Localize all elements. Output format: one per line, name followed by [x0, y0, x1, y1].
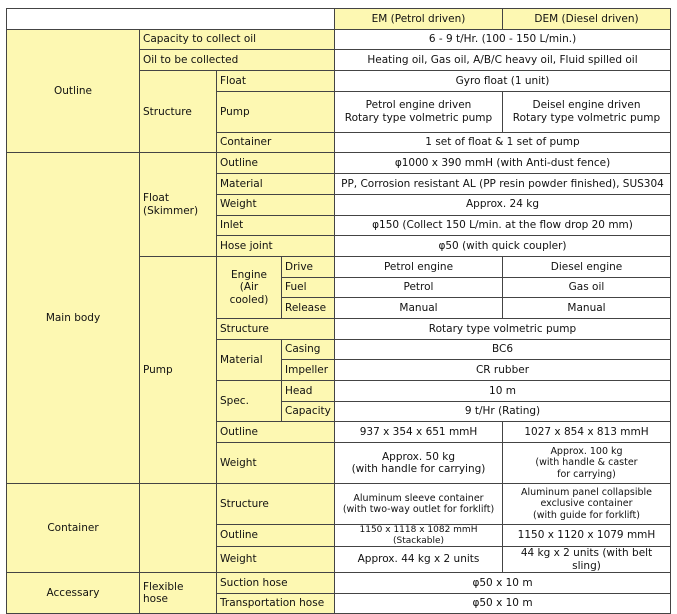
- section-accessary: Accessary: [7, 573, 140, 614]
- label-engine: [217, 256, 282, 318]
- text-line: (with handle for carrying): [351, 463, 486, 476]
- table-row: [7, 573, 671, 594]
- text-line: Deisel engine driven: [532, 99, 641, 112]
- value-container-structure-em: [335, 484, 503, 525]
- value-fuel-dem: Gas oil: [503, 277, 671, 298]
- label-pump-weight: Weight: [217, 443, 335, 484]
- table-row: [7, 153, 671, 174]
- label-impeller: Impeller: [282, 360, 335, 381]
- value-pump-outline-em: 937 x 354 x 651 mmH: [335, 422, 503, 443]
- label-float-outline: Outline: [217, 153, 335, 174]
- text-line: Float: [143, 192, 169, 205]
- value-container-outline-dem: 1150 x 1120 x 1079 mmH: [503, 525, 671, 547]
- label-transport-hose: Transportation hose: [217, 593, 335, 614]
- label-oil: Oil to be collected: [140, 50, 335, 71]
- value-drive-em: Petrol engine: [335, 256, 503, 277]
- value-fuel-em: Petrol: [335, 277, 503, 298]
- value-pump-outline-dem: 1027 x 854 x 813 mmH: [503, 422, 671, 443]
- value-oil: Heating oil, Gas oil, A/B/C heavy oil, Fluid spilled oil: [335, 50, 671, 71]
- text-line: Approx. 50 kg: [381, 450, 456, 463]
- label-float-hose: Hose joint: [217, 236, 335, 257]
- label-drive: Drive: [282, 256, 335, 277]
- value-transport-hose: φ50 x 10 m: [335, 593, 671, 614]
- label-container-weight: Weight: [217, 547, 335, 573]
- value-outline-pump-em: [335, 91, 503, 132]
- label-fuel: Fuel: [282, 277, 335, 298]
- value-pump-weight-dem: [503, 443, 671, 484]
- text-line: Approx. 100 kg: [550, 446, 623, 458]
- value-outline-container: 1 set of float & 1 set of pump: [335, 132, 671, 153]
- blank-corner-cell: [7, 9, 335, 30]
- value-release-dem: Manual: [503, 298, 671, 319]
- section-main-body: Main body: [7, 153, 140, 484]
- value-pump-capacity: 9 t/Hr (Rating): [335, 401, 671, 422]
- table-row: [7, 9, 671, 30]
- text-line: Rotary type volmetric pump: [344, 111, 493, 124]
- header-dem: DEM (Diesel driven): [503, 9, 671, 30]
- value-outline-float: Gyro float (1 unit): [335, 71, 671, 92]
- label-outline-container: Container: [217, 132, 335, 153]
- value-casing: BC6: [335, 339, 671, 360]
- text-line: (Skimmer): [143, 204, 199, 217]
- text-line: hose: [143, 593, 169, 606]
- header-em: EM (Petrol driven): [335, 9, 503, 30]
- text-line: Aluminum sleeve container: [353, 492, 484, 504]
- value-float-material: PP, Corrosion resistant AL (PP resin powder finished), SUS304: [335, 174, 671, 195]
- value-container-outline-em: 1150 x 1118 x 1082 mmH (Stackable): [335, 525, 503, 547]
- text-line: Rotary type volmetric pump: [512, 111, 661, 124]
- value-release-em: Manual: [335, 298, 503, 319]
- text-line: exclusive container: [540, 498, 633, 510]
- label-float-material: Material: [217, 174, 335, 195]
- label-pump-capacity: Capacity: [282, 401, 335, 422]
- label-pump-outline: Outline: [217, 422, 335, 443]
- label-head: Head: [282, 381, 335, 402]
- text-line: Petrol engine driven: [365, 99, 472, 112]
- section-outline: Outline: [7, 29, 140, 153]
- text-line: for carrying): [557, 468, 616, 480]
- value-head: 10 m: [335, 381, 671, 402]
- label-capacity: Capacity to collect oil: [140, 29, 335, 50]
- value-container-weight-dem: 44 kg x 2 units (with belt sling): [503, 547, 671, 573]
- value-suction-hose: φ50 x 10 m: [335, 573, 671, 594]
- label-outline-structure: Structure: [140, 71, 217, 153]
- label-outline-pump: Pump: [217, 91, 335, 132]
- value-float-weight: Approx. 24 kg: [335, 194, 671, 215]
- value-pump-structure: Rotary type volmetric pump: [335, 318, 671, 339]
- text-line: Engine: [231, 268, 267, 281]
- label-container-structure: Structure: [217, 484, 335, 525]
- text-line: (with handle & caster: [535, 457, 638, 469]
- label-suction-hose: Suction hose: [217, 573, 335, 594]
- group-float: [140, 153, 217, 256]
- section-container: Container: [7, 484, 140, 573]
- label-float-inlet: Inlet: [217, 215, 335, 236]
- container-blank: [140, 484, 217, 573]
- label-container-outline: Outline: [217, 525, 335, 547]
- value-drive-dem: Diesel engine: [503, 256, 671, 277]
- table-row: [7, 484, 671, 525]
- text-line: (Air cooled): [229, 281, 269, 306]
- value-pump-weight-em: [335, 443, 503, 484]
- value-container-weight-em: Approx. 44 kg x 2 units: [335, 547, 503, 573]
- value-float-outline: φ1000 x 390 mmH (with Anti-dust fence): [335, 153, 671, 174]
- text-line: Aluminum panel collapsible: [520, 487, 652, 499]
- group-pump: Pump: [140, 256, 217, 483]
- spec-table: [6, 8, 671, 614]
- label-pump-material: Material: [217, 339, 282, 380]
- value-float-hose: φ50 (with quick coupler): [335, 236, 671, 257]
- value-capacity: 6 - 9 t/Hr. (100 - 150 L/min.): [335, 29, 671, 50]
- label-casing: Casing: [282, 339, 335, 360]
- value-float-inlet: φ150 (Collect 150 L/min. at the flow drop 20 mm): [335, 215, 671, 236]
- text-line: (with two-way outlet for forklift): [342, 504, 495, 516]
- table-row: [7, 29, 671, 50]
- group-flexible-hose: [140, 573, 217, 614]
- label-spec: Spec.: [217, 381, 282, 422]
- value-outline-pump-dem: [503, 91, 671, 132]
- value-container-structure-dem: [503, 484, 671, 525]
- label-release: Release: [282, 298, 335, 319]
- text-line: Flexible: [143, 580, 184, 593]
- label-float-weight: Weight: [217, 194, 335, 215]
- text-line: (with guide for forklift): [532, 509, 640, 521]
- label-pump-structure: Structure: [217, 318, 335, 339]
- label-outline-float: Float: [217, 71, 335, 92]
- value-impeller: CR rubber: [335, 360, 671, 381]
